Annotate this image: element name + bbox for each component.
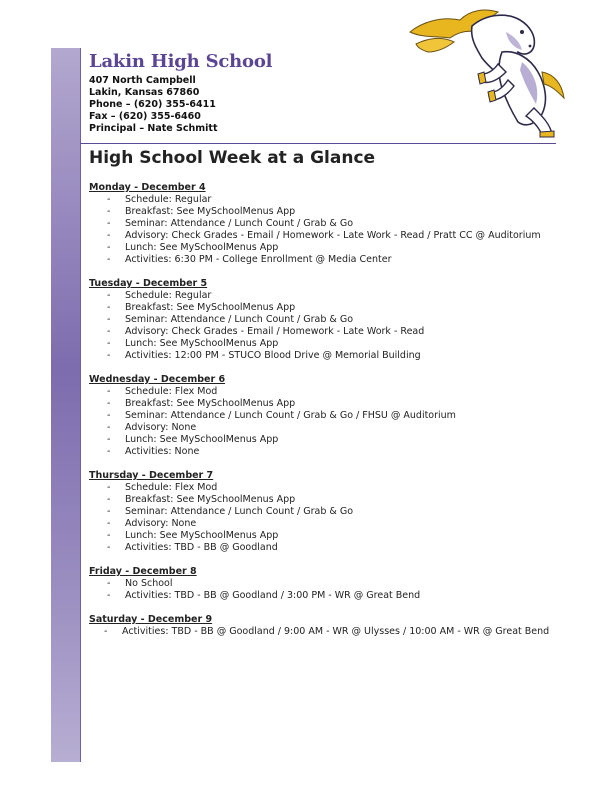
day-wednesday [89, 374, 559, 458]
list-item: - Advisory: None [89, 518, 559, 530]
day-friday [89, 566, 559, 602]
list-item: - Breakfast: See MySchoolMenus App [89, 398, 559, 410]
list-item: - Lunch: See MySchoolMenus App [89, 530, 559, 542]
day-items [89, 626, 559, 638]
day-title: Friday - December 8 [89, 566, 197, 577]
list-item: - Schedule: Flex Mod [89, 482, 559, 494]
day-saturday [89, 614, 559, 638]
week-schedule [89, 182, 559, 650]
sidebar-bar [51, 48, 81, 762]
list-item: - Seminar: Attendance / Lunch Count / Grab & Go [89, 218, 559, 230]
day-title: Monday - December 4 [89, 182, 206, 193]
day-title: Saturday - December 9 [89, 614, 213, 625]
day-monday [89, 182, 559, 266]
day-items [89, 194, 559, 266]
list-item: - No School [89, 578, 559, 590]
horse-mascot-icon [402, 2, 570, 138]
city-line: Lakin, Kansas 67860 [89, 87, 200, 98]
day-tuesday [89, 278, 559, 362]
day-thursday [89, 470, 559, 554]
list-item: - Breakfast: See MySchoolMenus App [89, 206, 559, 218]
day-items [89, 290, 559, 362]
list-item: - Seminar: Attendance / Lunch Count / Grab & Go / FHSU @ Auditorium [89, 410, 559, 422]
day-title: Thursday - December 7 [89, 470, 214, 481]
list-item: - Schedule: Flex Mod [89, 386, 559, 398]
header-divider [80, 143, 556, 144]
fax-line: Fax – (620) 355-6460 [89, 111, 201, 122]
list-item: - Activities: TBD - BB @ Goodland [89, 542, 559, 554]
day-title: Wednesday - December 6 [89, 374, 226, 385]
page-title: High School Week at a Glance [89, 148, 376, 168]
list-item: - Breakfast: See MySchoolMenus App [89, 302, 559, 314]
list-item: - Activities: 12:00 PM - STUCO Blood Drive @ Memorial Building [89, 350, 559, 362]
list-item: - Seminar: Attendance / Lunch Count / Grab & Go [89, 314, 559, 326]
list-item: - Advisory: Check Grades - Email / Homework - Late Work - Read / Pratt CC @ Auditorium [89, 230, 559, 242]
list-item: - Seminar: Attendance / Lunch Count / Grab & Go [89, 506, 559, 518]
list-item: - Activities: None [89, 446, 559, 458]
contact-block [89, 75, 218, 135]
day-title: Tuesday - December 5 [89, 278, 208, 289]
list-item: - Lunch: See MySchoolMenus App [89, 242, 559, 254]
day-items [89, 578, 559, 602]
school-name: Lakin High School [89, 51, 273, 72]
list-item: - Activities: TBD - BB @ Goodland / 9:00 AM - WR @ Ulysses / 10:00 AM - WR @ Great Bend [89, 626, 559, 638]
list-item: - Schedule: Regular [89, 194, 559, 206]
list-item: - Lunch: See MySchoolMenus App [89, 338, 559, 350]
principal-line: Principal – Nate Schmitt [89, 123, 218, 134]
list-item: - Advisory: Check Grades - Email / Homework - Late Work - Read [89, 326, 559, 338]
list-item: - Advisory: None [89, 422, 559, 434]
list-item: - Lunch: See MySchoolMenus App [89, 434, 559, 446]
list-item: - Activities: 6:30 PM - College Enrollment @ Media Center [89, 254, 559, 266]
address-line: 407 North Campbell [89, 75, 196, 86]
list-item: - Activities: TBD - BB @ Goodland / 3:00 PM - WR @ Great Bend [89, 590, 559, 602]
phone-line: Phone – (620) 355-6411 [89, 99, 216, 110]
day-items [89, 482, 559, 554]
day-items [89, 386, 559, 458]
list-item: - Schedule: Regular [89, 290, 559, 302]
list-item: - Breakfast: See MySchoolMenus App [89, 494, 559, 506]
